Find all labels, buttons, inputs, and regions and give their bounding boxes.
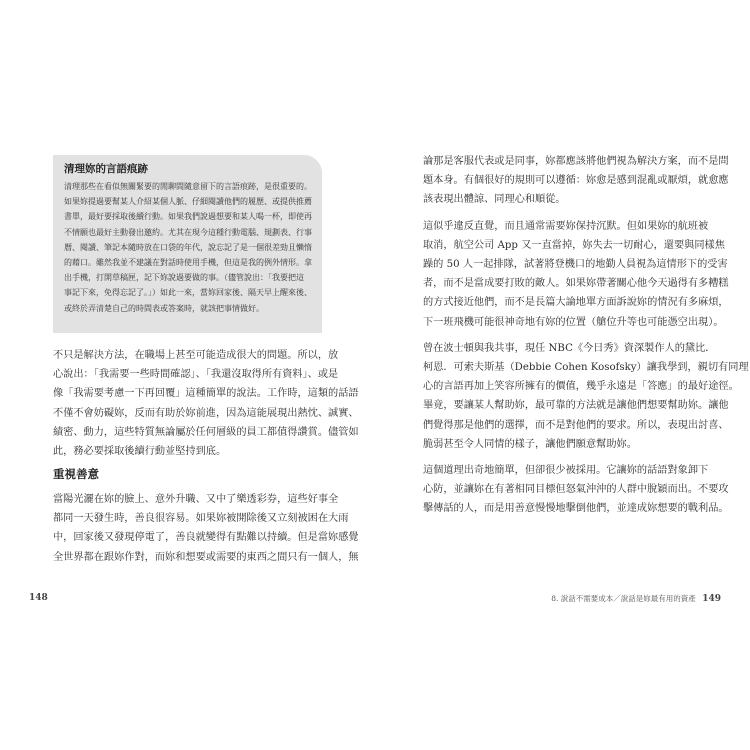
tip-box-line: 或終於弄清楚自己的時間表或答案時，就該把事情做好。 xyxy=(64,303,264,313)
text-line: 柯恩．可索夫斯基（Debbie Cohen Kosofsky）讓我學到，親切有同理 xyxy=(423,362,749,374)
body-paragraph xyxy=(423,461,729,519)
body-paragraph xyxy=(423,152,729,210)
text-line: 題本身。有個很好的規則可以遵循：妳愈是感到混亂或厭煩，就愈應 xyxy=(423,175,729,187)
tip-box-line: 書單，最好要採取後續行動。如果我們說過想要和某人喝一杯，即使再 xyxy=(64,212,312,222)
text-line: 心說出：「我需要一些時間確認」、「我還沒取得所有資料」、或是 xyxy=(53,369,339,381)
text-line: 心防，並讓妳在有著相同目標但怒氣沖沖的人群中脫穎而出。不要攻 xyxy=(423,484,729,496)
tip-box-line: 曆、閱讀、筆記本隨時放在口袋的年代，說忘記了是一個很差勁且懶惰 xyxy=(64,242,312,252)
text-line: 不只是解決方法，在職場上甚至可能造成很大的問題。所以，放 xyxy=(53,350,339,361)
text-line: 躁的 50 人一起排隊，試著將登機口的地勤人員視為這情形下的受害 xyxy=(423,259,728,271)
text-line: 心的言語再加上笑容所擁有的價值，幾乎永遠是「答應」的最好途徑。 xyxy=(423,381,739,393)
text-line: 這似乎違反直覺，而且通常需要妳保持沉默。但如果妳的航班被 xyxy=(423,220,709,232)
text-line: 績密、動力，這些特質無論屬於任何層級的員工都值得讚賞。儘管如 xyxy=(53,426,359,438)
text-line: 擊傳話的人，而是用善意慢慢地擊倒他們，並達成妳想要的戰利品。 xyxy=(423,503,729,515)
tip-box-line: 事記下來，免得忘記了。」）如此一來，當妳回家後、隔天早上醒來後、 xyxy=(64,288,312,298)
body-paragraph xyxy=(423,339,749,454)
text-line: 全世界都在跟妳作對，而妳和想要或需要的東西之間只有一個人，無 xyxy=(53,551,359,563)
text-line: 脆弱甚至令人同情的樣子，讓他們願意幫助妳。 xyxy=(423,438,637,450)
text-line: 的方式接近他們，而不是長篇大論地單方面訴說妳的情況有多麻煩， xyxy=(423,297,729,309)
running-footer xyxy=(551,593,721,604)
chapter-title: 8. 說話不需要成本／說話是妳最有用的資產 xyxy=(551,594,696,603)
text-line: 畢竟，要讓某人幫助妳，最可靠的方法就是讓他們想要幫助妳。讓他 xyxy=(423,400,729,412)
page-number: 148 xyxy=(29,593,48,603)
text-line: 此，務必要採取後續行動並堅持到底。 xyxy=(53,446,227,458)
body-paragraph xyxy=(423,217,729,332)
tip-box-line: 不情願也最好主動發出邀約。尤其在現今這種行動電腦、規劃表、行事 xyxy=(64,227,312,237)
body-paragraph xyxy=(53,490,359,567)
text-line: 們覺得那是他們的選擇，而不是對他們的要求。所以，表現出討喜、 xyxy=(423,419,729,431)
text-line: 都同一天發生時，善良很容易。如果妳被開除後又立刻被困在大雨 xyxy=(53,513,349,525)
text-line: 者，而不是當成要打敗的敵人。如果妳帶著關心他今天過得有多糟糕 xyxy=(423,278,729,290)
tip-box-line: 出手機，打開草稿匣，記下妳說過要做的事。（儘管說出：「我要把這 xyxy=(64,273,304,283)
page-number: 149 xyxy=(702,594,721,604)
tip-box-title: 清理妳的言語痕跡 xyxy=(64,163,148,175)
text-line: 像「我需要考慮一下再回覆」這種簡單的說法。工作時，這類的話語 xyxy=(53,388,359,400)
text-line: 不僅不會妨礙妳，反而有助於妳前進，因為這能展現出熱忱、誠實、 xyxy=(53,407,359,419)
tip-box-line: 的藉口。雖然我並不建議在對話時使用手機，但這是我的例外情形。拿 xyxy=(64,258,312,268)
text-line: 當陽光灑在妳的臉上、意外升職、又中了樂透彩券，這些好事全 xyxy=(53,494,339,505)
text-line: 這個道理出奇地簡單，但卻很少被採用。它讓妳的話語對象卸下 xyxy=(423,465,709,477)
tip-box-line: 清理那些在看似無關緊要的閒聊間隨意留下的言語痕跡，是很重要的。 xyxy=(64,182,312,191)
text-line: 中，回家後又發現停電了，善良就變得有點難以持續。但是當妳感覺 xyxy=(53,532,359,544)
tip-box-line: 如果妳提過要幫某人介紹某個人脈、仔細閱讀他們的履歷、或提供推薦 xyxy=(64,197,312,207)
text-line: 該表現出體諒、同理心和順從。 xyxy=(423,194,566,206)
section-heading: 重視善意 xyxy=(53,467,99,481)
text-line: 下一班飛機可能很神奇地有妳的位置（艙位升等也可能憑空出現）。 xyxy=(423,316,724,328)
text-line: 曾在波士頓與我共事，現任 NBC《今日秀》資深製作人的黛比． xyxy=(423,342,716,354)
text-line: 取消，航空公司 App 又一直當掉，妳失去一切耐心，還要與同樣焦 xyxy=(423,239,725,251)
body-text xyxy=(423,152,749,519)
text-line: 論那是客服代表或是同事，妳都應該將他們視為解決方案，而不是問 xyxy=(423,156,729,167)
body-paragraph xyxy=(53,346,359,461)
right-page xyxy=(375,0,750,750)
tip-box xyxy=(53,155,322,333)
